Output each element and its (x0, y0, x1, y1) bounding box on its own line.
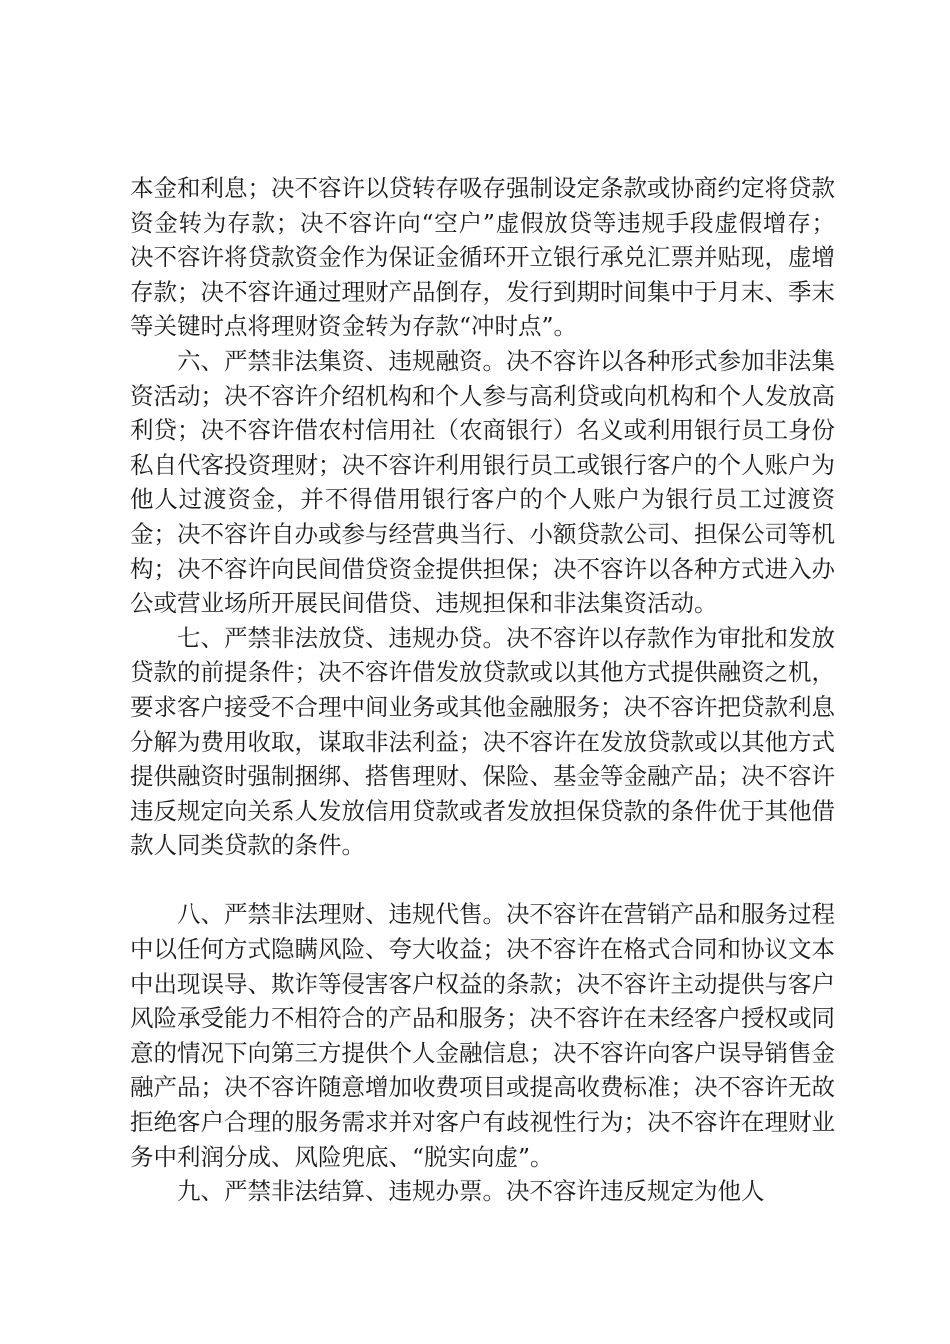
paragraph-section-8: 八、严禁非法理财、违规代售。决不容许在营销产品和服务过程中以任何方式隐瞒风险、夸大收益；决不容许在格式合同和协议文本中出现误导、欺诈等侵害客户权益的条款；决不容许主动提供与客户风险承受能力不相符合的产品和服务；决不容许在未经客户授权或同意的情况下向第三方提供个人金融信息；决不容许向客户误导销售金融产品；决不容许随意增加收费项目或提高收费标准；决不容许无故拒绝客户合理的服务需求并对客户有歧视性行为；决不容许在理财业务中利润分成、风险兜底、“脱实向虚”。 (130, 900, 835, 1171)
paragraph-section-7: 七、严禁非法放贷、违规办贷。决不容许以存款作为审批和发放贷款的前提条件；决不容许借发放贷款或以其他方式提供融资之机，要求客户接受不合理中间业务或其他金融服务；决不容许把贷款利息分解为费用收取，谋取非法利益；决不容许在发放贷款或以其他方式提供融资时强制捆绑、搭售理财、保险、基金等金融产品；决不容许违反规定向关系人发放信用贷款或者发放担保贷款的条件优于其他借款人同类贷款的条件。 (130, 623, 835, 860)
paragraph-section-6: 六、严禁非法集资、违规融资。决不容许以各种形式参加非法集资活动；决不容许介绍机构和个人参与高利贷或向机构和个人发放高利贷；决不容许借农村信用社（农商银行）名义或利用银行员工身份私自代客投资理财；决不容许利用银行员工或银行客户的个人账户为他人过渡资金，并不得借用银行客户的个人账户为银行员工过渡资金；决不容许自办或参与经营典当行、小额贷款公司、担保公司等机构；决不容许向民间借贷资金提供担保；决不容许以各种方式进入办公或营业场所开展民间借贷、违规担保和非法集资活动。 (130, 346, 835, 618)
document-body (130, 171, 835, 1209)
paragraph-continuation: 本金和利息；决不容许以贷转存吸存强制设定条款或协商约定将贷款资金转为存款；决不容许向“空户”虚假放贷等违规手段虚假增存；决不容许将贷款资金作为保证金循环开立银行承兑汇票并贴现，虚增存款；决不容许通过理财产品倒存，发行到期时间集中于月末、季末等关键时点将理财资金转为存款“冲时点”。 (130, 174, 835, 341)
paragraph-section-9: 九、严禁非法结算、违规办票。决不容许违反规定为他人 (177, 1177, 765, 1206)
